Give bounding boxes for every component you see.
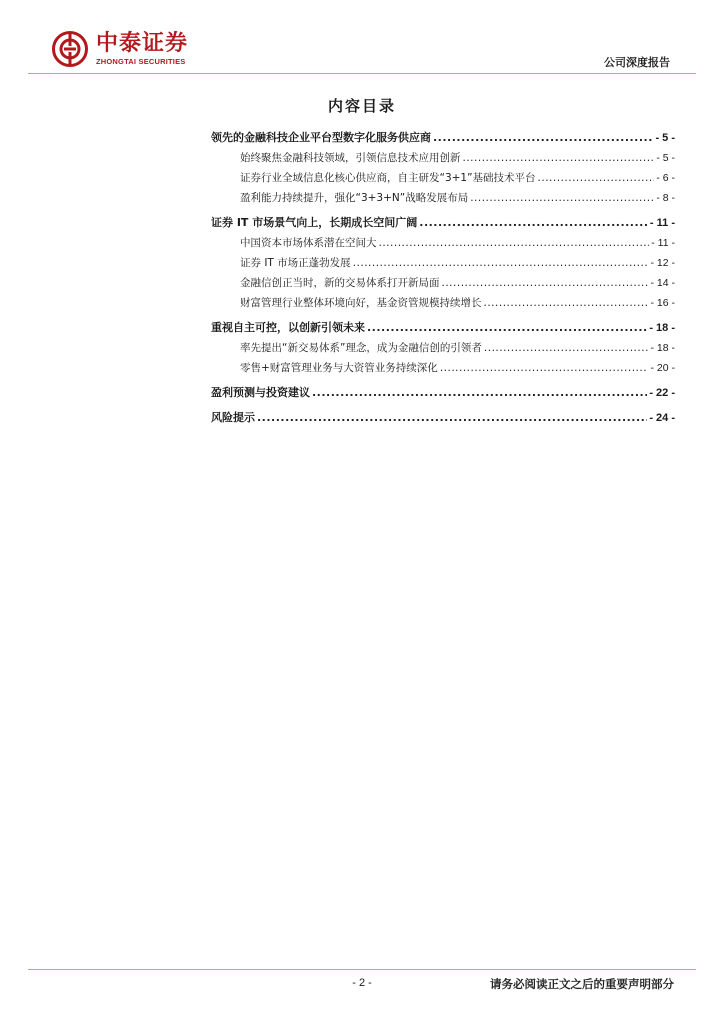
table-of-contents (211, 128, 675, 428)
dot-leader (484, 293, 649, 313)
logo-text (96, 30, 189, 66)
toc-section-page-number: - 11 - (649, 217, 675, 229)
toc-subsection-label: 零售+财富管理业务与大资管业务持续深化 (240, 362, 438, 374)
disclaimer-text: 请务必阅读正文之后的重要声明部分 (490, 977, 674, 991)
dot-leader (367, 318, 647, 338)
toc-subsection-page-number: - 14 - (650, 277, 675, 289)
toc-title: 内容目录 (327, 97, 396, 115)
toc-section[interactable] (211, 128, 675, 148)
toc-subsection[interactable] (211, 358, 675, 378)
dot-leader (257, 408, 647, 428)
dot-leader (538, 168, 655, 188)
toc-subsection-page-number: - 20 - (650, 362, 675, 374)
dot-leader (419, 213, 648, 233)
dot-leader (484, 338, 649, 358)
dot-leader (353, 253, 649, 273)
logo-english-name: ZHONGTAI SECURITIES (96, 56, 186, 66)
toc-subsection-label: 率先提出“新交易体系”理念，成为金融信创的引领者 (240, 342, 482, 354)
toc-section-label: 领先的金融科技企业平台型数字化服务供应商 (211, 131, 431, 144)
toc-section-label: 盈利预测与投资建议 (211, 386, 310, 399)
dot-leader (379, 233, 650, 253)
toc-subsection[interactable] (211, 253, 675, 273)
page-number: - 2 - (352, 977, 372, 989)
report-type-label: 公司深度报告 (604, 56, 670, 69)
toc-subsection[interactable] (211, 293, 675, 313)
toc-subsection-page-number: - 11 - (651, 237, 675, 249)
toc-subsection-page-number: - 12 - (650, 257, 675, 269)
toc-subsection[interactable] (211, 148, 675, 168)
toc-section[interactable] (211, 213, 675, 233)
toc-subsection-page-number: - 18 - (650, 342, 675, 354)
logo-chinese-name: 中泰证券 (96, 30, 189, 56)
toc-section[interactable] (211, 408, 675, 428)
toc-section-page-number: - 18 - (649, 322, 675, 334)
toc-subsection-label: 金融信创正当时，新的交易体系打开新局面 (240, 277, 440, 289)
toc-subsection-label: 财富管理行业整体环境向好，基金资管规模持续增长 (240, 297, 482, 309)
toc-subsection-label: 始终聚焦金融科技领域，引领信息技术应用创新 (240, 152, 461, 164)
dot-leader (433, 128, 653, 148)
toc-subsection-page-number: - 6 - (656, 172, 675, 184)
toc-section[interactable] (211, 318, 675, 338)
company-logo (52, 31, 188, 67)
toc-subsection-label: 证券行业全域信息化核心供应商，自主研发“3+1”基础技术平台 (240, 172, 536, 184)
footer-divider (28, 969, 696, 970)
toc-subsection[interactable] (211, 233, 675, 253)
toc-subsection-page-number: - 5 - (656, 152, 675, 164)
zhongtai-logo-icon (52, 31, 88, 67)
toc-subsection-label: 盈利能力持续提升，强化“3+3+N”战略发展布局 (240, 192, 469, 204)
toc-subsection[interactable] (211, 273, 675, 293)
toc-subsection[interactable] (211, 338, 675, 358)
dot-leader (470, 188, 654, 208)
header-divider (28, 73, 696, 74)
toc-section-label: 重视自主可控，以创新引领未来 (211, 321, 365, 334)
toc-section-page-number: - 5 - (655, 132, 675, 144)
dot-leader (312, 383, 647, 403)
toc-subsection-page-number: - 8 - (656, 192, 675, 204)
toc-section[interactable] (211, 383, 675, 403)
toc-section-page-number: - 24 - (649, 412, 675, 424)
toc-section-page-number: - 22 - (649, 387, 675, 399)
dot-leader (442, 273, 649, 293)
toc-subsection-label: 中国资本市场体系潜在空间大 (240, 237, 377, 249)
toc-subsection-page-number: - 16 - (650, 297, 675, 309)
toc-subsection-label: 证券 IT 市场正蓬勃发展 (240, 257, 351, 269)
toc-subsection[interactable] (211, 188, 675, 208)
toc-subsection[interactable] (211, 168, 675, 188)
toc-section-label: 风险提示 (211, 411, 255, 424)
toc-section-label: 证券 IT 市场景气向上，长期成长空间广阔 (211, 216, 418, 229)
dot-leader (463, 148, 655, 168)
dot-leader (440, 358, 649, 378)
